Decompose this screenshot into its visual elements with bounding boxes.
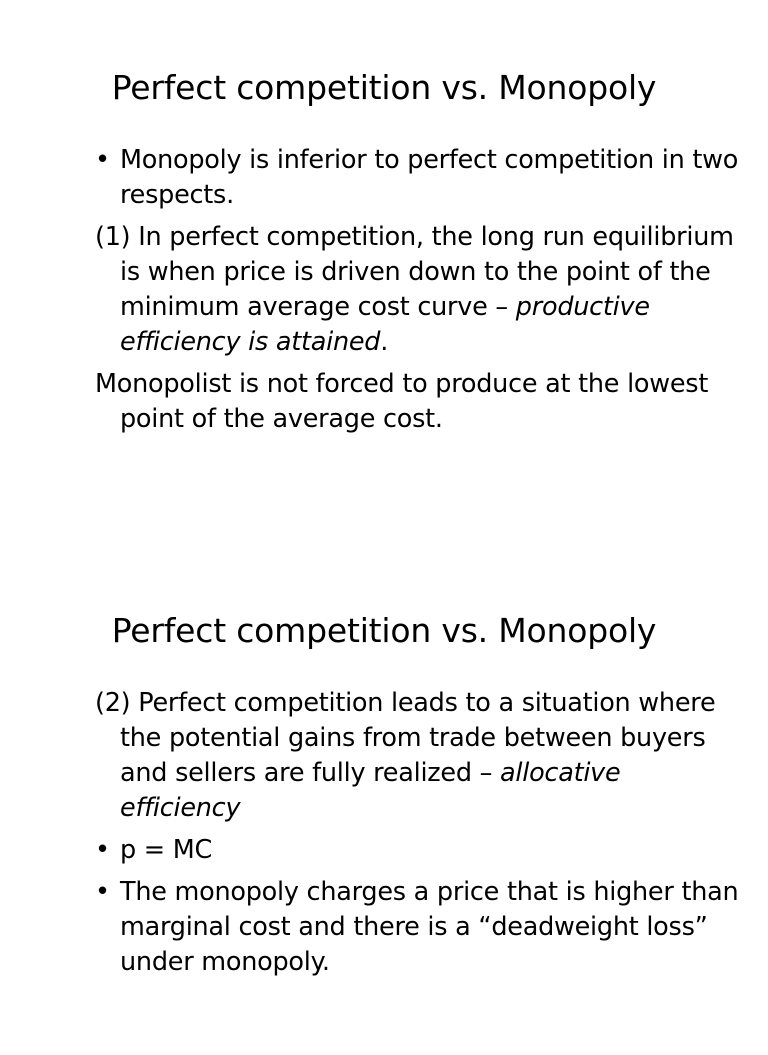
slide-1-point-1 [95, 220, 745, 360]
slide-2-bullet-2 [95, 875, 745, 980]
slide-2-bullet-2-text: The monopoly charges a price that is higher than marginal cost and there is a “deadweight loss” under monopoly. [120, 877, 739, 977]
slide-1-point-2-lead: Monopolist [95, 369, 232, 399]
slide-2 [0, 543, 768, 1055]
bullet-icon: • [95, 145, 110, 175]
slide-1-point-2 [95, 367, 745, 437]
slide-2-point-2-text: Perfect competition leads to a situation where the potential gains from trade between buyers and sellers are fully realized – [120, 688, 716, 788]
bullet-icon: • [95, 877, 110, 907]
slide-1-point-1-number: (1) [95, 222, 131, 252]
slide-2-bullet-1 [95, 833, 745, 868]
slide-1 [0, 0, 768, 512]
slide-2-bullet-1-text: p = MC [120, 835, 213, 865]
slide-2-point-2 [95, 686, 745, 826]
slide-1-bullet-1-text: Monopoly is inferior to perfect competition in two respects. [120, 145, 739, 210]
slide-1-title: Perfect competition vs. Monopoly [111, 68, 657, 107]
slide-1-point-2-text: is not forced to produce at the lowest point of the average cost. [120, 369, 709, 434]
slide-1-body [95, 143, 745, 444]
slide-1-point-1-italic: productive efficiency is attained [120, 292, 650, 357]
slide-1-bullet-1 [95, 143, 745, 213]
slide-2-title: Perfect competition vs. Monopoly [111, 611, 657, 650]
slide-2-body [95, 686, 745, 987]
slide-1-point-1-text: In perfect competition, the long run equilibrium is when price is driven down to the point of the minimum average cost curve – [120, 222, 734, 322]
slide-2-point-2-number: (2) [95, 688, 131, 718]
slide-1-point-1-end: . [380, 327, 389, 357]
bullet-icon: • [95, 835, 110, 865]
slide-2-point-2-italic: allocative efficiency [120, 758, 621, 823]
